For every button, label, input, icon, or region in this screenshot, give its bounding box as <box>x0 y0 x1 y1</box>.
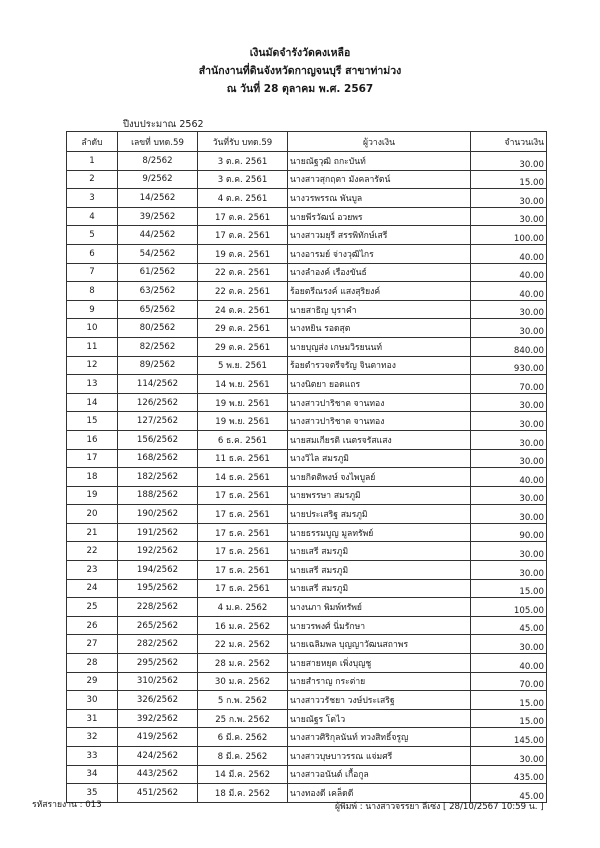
row-payer: นายเสรี สมรภูมิ <box>288 561 471 580</box>
row-doc-no: 8/2562 <box>118 152 198 171</box>
row-date: 17 ต.ค. 2561 <box>198 226 288 245</box>
table-row <box>67 449 547 468</box>
table-row <box>67 356 547 375</box>
row-seq: 16 <box>67 430 118 449</box>
printed-by: ผู้พิมพ์ : นางสาวจรรยา ลีเซ่ง [ 28/10/2567 10:59 น. ] <box>335 802 544 812</box>
row-doc-no: 182/2562 <box>118 468 198 487</box>
row-doc-no: 168/2562 <box>118 449 198 468</box>
row-seq: 33 <box>67 747 118 766</box>
row-seq: 2 <box>67 170 118 189</box>
row-payer: นายวรพงศ์ นิ่มรักษา <box>288 616 471 635</box>
row-seq: 8 <box>67 282 118 301</box>
as-of-date: ณ วันที่ 28 ตุลาคม พ.ศ. 2567 <box>226 83 374 95</box>
row-payer: นายสายหยุด เพิ่งบุญชู <box>288 654 471 673</box>
table-row <box>67 263 547 282</box>
row-seq: 19 <box>67 486 118 505</box>
row-seq: 23 <box>67 561 118 580</box>
row-doc-no: 310/2562 <box>118 672 198 691</box>
row-amount: 100.00 <box>471 226 547 245</box>
table-row <box>67 244 547 263</box>
row-payer: นายพรรษา สมรภูมิ <box>288 486 471 505</box>
row-doc-no: 82/2562 <box>118 337 198 356</box>
table-row <box>67 561 547 580</box>
row-payer: นางอารมย์ จ่างวุฒิไกร <box>288 244 471 263</box>
row-seq: 30 <box>67 691 118 710</box>
row-date: 17 ต.ค. 2561 <box>198 207 288 226</box>
row-payer: นางสาวอนันต์ เกื้อกูล <box>288 765 471 784</box>
row-payer: นางวิไล สมรภูมิ <box>288 449 471 468</box>
row-date: 17 ธ.ค. 2561 <box>198 505 288 524</box>
row-seq: 3 <box>67 189 118 208</box>
col-header-doc-no: เลขที่ บทด.59 <box>118 132 198 152</box>
row-date: 5 ก.พ. 2562 <box>198 691 288 710</box>
row-payer: นายสมเกียรติ เนตรจรัสแสง <box>288 430 471 449</box>
row-seq: 1 <box>67 152 118 171</box>
table-row <box>67 579 547 598</box>
table-row <box>67 152 547 171</box>
row-payer: นางหยิน รอดสุต <box>288 319 471 338</box>
table-row <box>67 430 547 449</box>
row-seq: 15 <box>67 412 118 431</box>
table-row <box>67 691 547 710</box>
table-row <box>67 486 547 505</box>
row-amount: 30.00 <box>471 207 547 226</box>
row-amount: 145.00 <box>471 728 547 747</box>
row-amount: 15.00 <box>471 579 547 598</box>
row-date: 14 ธ.ค. 2561 <box>198 468 288 487</box>
table-row <box>67 728 547 747</box>
row-date: 29 ต.ค. 2561 <box>198 319 288 338</box>
row-amount: 30.00 <box>471 561 547 580</box>
row-amount: 30.00 <box>471 449 547 468</box>
row-amount: 15.00 <box>471 709 547 728</box>
row-amount: 40.00 <box>471 654 547 673</box>
row-date: 17 ธ.ค. 2561 <box>198 561 288 580</box>
row-date: 3 ต.ค. 2561 <box>198 170 288 189</box>
row-amount: 30.00 <box>471 412 547 431</box>
row-doc-no: 127/2562 <box>118 412 198 431</box>
report-code: รหัสรายงาน : 013 <box>32 800 102 810</box>
row-seq: 9 <box>67 300 118 319</box>
row-date: 30 ม.ค. 2562 <box>198 672 288 691</box>
row-doc-no: 44/2562 <box>118 226 198 245</box>
row-payer: นายประเสริฐ สมรภูมิ <box>288 505 471 524</box>
row-date: 8 มี.ค. 2562 <box>198 747 288 766</box>
row-doc-no: 65/2562 <box>118 300 198 319</box>
row-amount: 435.00 <box>471 765 547 784</box>
row-date: 17 ธ.ค. 2561 <box>198 486 288 505</box>
table-row <box>67 616 547 635</box>
row-doc-no: 9/2562 <box>118 170 198 189</box>
row-seq: 7 <box>67 263 118 282</box>
row-doc-no: 61/2562 <box>118 263 198 282</box>
row-amount: 930.00 <box>471 356 547 375</box>
row-seq: 32 <box>67 728 118 747</box>
row-date: 17 ธ.ค. 2561 <box>198 542 288 561</box>
row-doc-no: 392/2562 <box>118 709 198 728</box>
row-seq: 27 <box>67 635 118 654</box>
row-seq: 12 <box>67 356 118 375</box>
row-doc-no: 156/2562 <box>118 430 198 449</box>
row-payer: นายเฉลิมพล บุญญาวัฒนสถาพร <box>288 635 471 654</box>
table-row <box>67 672 547 691</box>
row-doc-no: 192/2562 <box>118 542 198 561</box>
table-header-row <box>67 132 547 152</box>
row-amount: 15.00 <box>471 691 547 710</box>
row-amount: 105.00 <box>471 598 547 617</box>
row-date: 11 ธ.ค. 2561 <box>198 449 288 468</box>
row-amount: 30.00 <box>471 430 547 449</box>
row-amount: 30.00 <box>471 300 547 319</box>
row-payer: นางนิตยา ยอดแถร <box>288 375 471 394</box>
row-doc-no: 39/2562 <box>118 207 198 226</box>
row-doc-no: 282/2562 <box>118 635 198 654</box>
row-doc-no: 443/2562 <box>118 765 198 784</box>
table-row <box>67 598 547 617</box>
row-date: 16 ม.ค. 2562 <box>198 616 288 635</box>
row-payer: นายธรรมบูญ มูลทรัพย์ <box>288 523 471 542</box>
row-doc-no: 295/2562 <box>118 654 198 673</box>
table-row <box>67 207 547 226</box>
row-seq: 21 <box>67 523 118 542</box>
row-doc-no: 14/2562 <box>118 189 198 208</box>
table-row <box>67 412 547 431</box>
row-payer: นางสาวบุษบาวรรณ แจ่มศรี <box>288 747 471 766</box>
row-amount: 30.00 <box>471 542 547 561</box>
table-row <box>67 282 547 301</box>
row-payer: นางสาววรัชยา วงษ์ประเสริฐ <box>288 691 471 710</box>
row-seq: 26 <box>67 616 118 635</box>
row-payer: นางสาวศิริกุลนันท์ ทวงสิทธิ์จรูญ <box>288 728 471 747</box>
table-row <box>67 226 547 245</box>
row-amount: 40.00 <box>471 244 547 263</box>
row-payer: นางทองดี เคล็ดดี <box>288 784 471 803</box>
row-payer: นายสาธิญ บุราคำ <box>288 300 471 319</box>
row-date: 6 มี.ค. 2562 <box>198 728 288 747</box>
row-amount: 30.00 <box>471 152 547 171</box>
row-payer: นายณัฐวุฒิ ถกะบันท์ <box>288 152 471 171</box>
table-row <box>67 189 547 208</box>
table-row <box>67 654 547 673</box>
row-date: 17 ธ.ค. 2561 <box>198 523 288 542</box>
row-date: 18 มี.ค. 2562 <box>198 784 288 803</box>
row-amount: 40.00 <box>471 263 547 282</box>
row-date: 28 ม.ค. 2562 <box>198 654 288 673</box>
row-seq: 28 <box>67 654 118 673</box>
row-amount: 45.00 <box>471 616 547 635</box>
row-date: 22 ต.ค. 2561 <box>198 282 288 301</box>
budget-year: ปีงบประมาณ 2562 <box>123 119 204 130</box>
row-doc-no: 194/2562 <box>118 561 198 580</box>
row-payer: นางวรพรรณ พันบูล <box>288 189 471 208</box>
report-title: เงินมัดจำรังวัดคงเหลือ <box>249 47 351 59</box>
row-date: 22 ม.ค. 2562 <box>198 635 288 654</box>
row-amount: 70.00 <box>471 672 547 691</box>
row-date: 14 พ.ย. 2561 <box>198 375 288 394</box>
col-header-date: วันที่รับ บทด.59 <box>198 132 288 152</box>
table-row <box>67 337 547 356</box>
row-doc-no: 228/2562 <box>118 598 198 617</box>
row-payer: นายเสรี สมรภูมิ <box>288 579 471 598</box>
row-amount: 15.00 <box>471 170 547 189</box>
row-seq: 20 <box>67 505 118 524</box>
row-doc-no: 89/2562 <box>118 356 198 375</box>
row-doc-no: 195/2562 <box>118 579 198 598</box>
row-payer: นายสำราญ กระต่าย <box>288 672 471 691</box>
row-doc-no: 80/2562 <box>118 319 198 338</box>
row-amount: 70.00 <box>471 375 547 394</box>
row-payer: นายกิตติพงษ์ จงไพบูลย์ <box>288 468 471 487</box>
row-doc-no: 265/2562 <box>118 616 198 635</box>
table-row <box>67 765 547 784</box>
row-seq: 29 <box>67 672 118 691</box>
row-payer: นางสาวปาริชาต จานทอง <box>288 412 471 431</box>
row-seq: 25 <box>67 598 118 617</box>
table-body <box>67 152 547 803</box>
row-doc-no: 419/2562 <box>118 728 198 747</box>
row-amount: 30.00 <box>471 747 547 766</box>
row-date: 14 มี.ค. 2562 <box>198 765 288 784</box>
row-amount: 40.00 <box>471 282 547 301</box>
row-date: 6 ธ.ค. 2561 <box>198 430 288 449</box>
row-date: 19 พ.ย. 2561 <box>198 393 288 412</box>
deposit-table <box>66 131 547 803</box>
row-payer: นายบุญส่ง เกษมวิรยนนท์ <box>288 337 471 356</box>
row-date: 3 ต.ค. 2561 <box>198 152 288 171</box>
row-amount: 45.00 <box>471 784 547 803</box>
row-payer: ร้อยตรีณรงค์ แสงสุริยงค์ <box>288 282 471 301</box>
row-amount: 30.00 <box>471 635 547 654</box>
row-seq: 14 <box>67 393 118 412</box>
row-date: 19 ต.ค. 2561 <box>198 244 288 263</box>
row-amount: 840.00 <box>471 337 547 356</box>
row-doc-no: 424/2562 <box>118 747 198 766</box>
row-seq: 6 <box>67 244 118 263</box>
row-payer: นางสาวปาริชาต จานทอง <box>288 393 471 412</box>
row-doc-no: 451/2562 <box>118 784 198 803</box>
row-doc-no: 326/2562 <box>118 691 198 710</box>
table-row <box>67 319 547 338</box>
row-seq: 5 <box>67 226 118 245</box>
row-doc-no: 190/2562 <box>118 505 198 524</box>
row-payer: นายณัฐร โตไว <box>288 709 471 728</box>
table-row <box>67 170 547 189</box>
table-row <box>67 747 547 766</box>
row-payer: นางสาวมยุรี สรรพิทักษ์เสรี <box>288 226 471 245</box>
row-seq: 22 <box>67 542 118 561</box>
row-doc-no: 188/2562 <box>118 486 198 505</box>
table-row <box>67 300 547 319</box>
report-header <box>0 44 600 98</box>
row-seq: 31 <box>67 709 118 728</box>
row-seq: 11 <box>67 337 118 356</box>
row-date: 22 ต.ค. 2561 <box>198 263 288 282</box>
row-payer: นางนภา พิมพ์ทรัพย์ <box>288 598 471 617</box>
table-row <box>67 468 547 487</box>
col-header-amount: จำนวนเงิน <box>471 132 547 152</box>
row-payer: นางสาวสุกฤตา มังคลารัตน์ <box>288 170 471 189</box>
row-doc-no: 63/2562 <box>118 282 198 301</box>
table-row <box>67 523 547 542</box>
table-row <box>67 709 547 728</box>
row-seq: 24 <box>67 579 118 598</box>
row-doc-no: 114/2562 <box>118 375 198 394</box>
row-amount: 30.00 <box>471 319 547 338</box>
row-seq: 18 <box>67 468 118 487</box>
row-payer: นายพีรวัฒน์ อวยพร <box>288 207 471 226</box>
row-date: 4 ต.ค. 2561 <box>198 189 288 208</box>
row-doc-no: 191/2562 <box>118 523 198 542</box>
row-date: 19 พ.ย. 2561 <box>198 412 288 431</box>
row-amount: 30.00 <box>471 393 547 412</box>
row-date: 29 ต.ค. 2561 <box>198 337 288 356</box>
table-row <box>67 393 547 412</box>
row-amount: 30.00 <box>471 505 547 524</box>
row-seq: 10 <box>67 319 118 338</box>
row-seq: 4 <box>67 207 118 226</box>
row-date: 4 ม.ค. 2562 <box>198 598 288 617</box>
table-row <box>67 505 547 524</box>
row-amount: 30.00 <box>471 486 547 505</box>
table-row <box>67 375 547 394</box>
office-name: สำนักงานที่ดินจังหวัดกาญจนบุรี สาขาท่าม่วง <box>198 65 402 77</box>
row-amount: 90.00 <box>471 523 547 542</box>
row-payer: นายเสรี สมรภูมิ <box>288 542 471 561</box>
row-payer: ร้อยตำรวจตรีจรัญ จินตาทอง <box>288 356 471 375</box>
row-seq: 17 <box>67 449 118 468</box>
row-doc-no: 54/2562 <box>118 244 198 263</box>
row-date: 17 ธ.ค. 2561 <box>198 579 288 598</box>
row-seq: 35 <box>67 784 118 803</box>
col-header-payer: ผู้วางเงิน <box>288 132 471 152</box>
row-amount: 30.00 <box>471 189 547 208</box>
row-doc-no: 126/2562 <box>118 393 198 412</box>
row-seq: 34 <box>67 765 118 784</box>
row-payer: นางลำองค์ เรืองขันธ์ <box>288 263 471 282</box>
col-header-seq: ลำดับ <box>67 132 118 152</box>
row-amount: 40.00 <box>471 468 547 487</box>
table-row <box>67 635 547 654</box>
row-date: 24 ต.ค. 2561 <box>198 300 288 319</box>
row-date: 25 ก.พ. 2562 <box>198 709 288 728</box>
row-date: 5 พ.ย. 2561 <box>198 356 288 375</box>
row-seq: 13 <box>67 375 118 394</box>
table-row <box>67 542 547 561</box>
